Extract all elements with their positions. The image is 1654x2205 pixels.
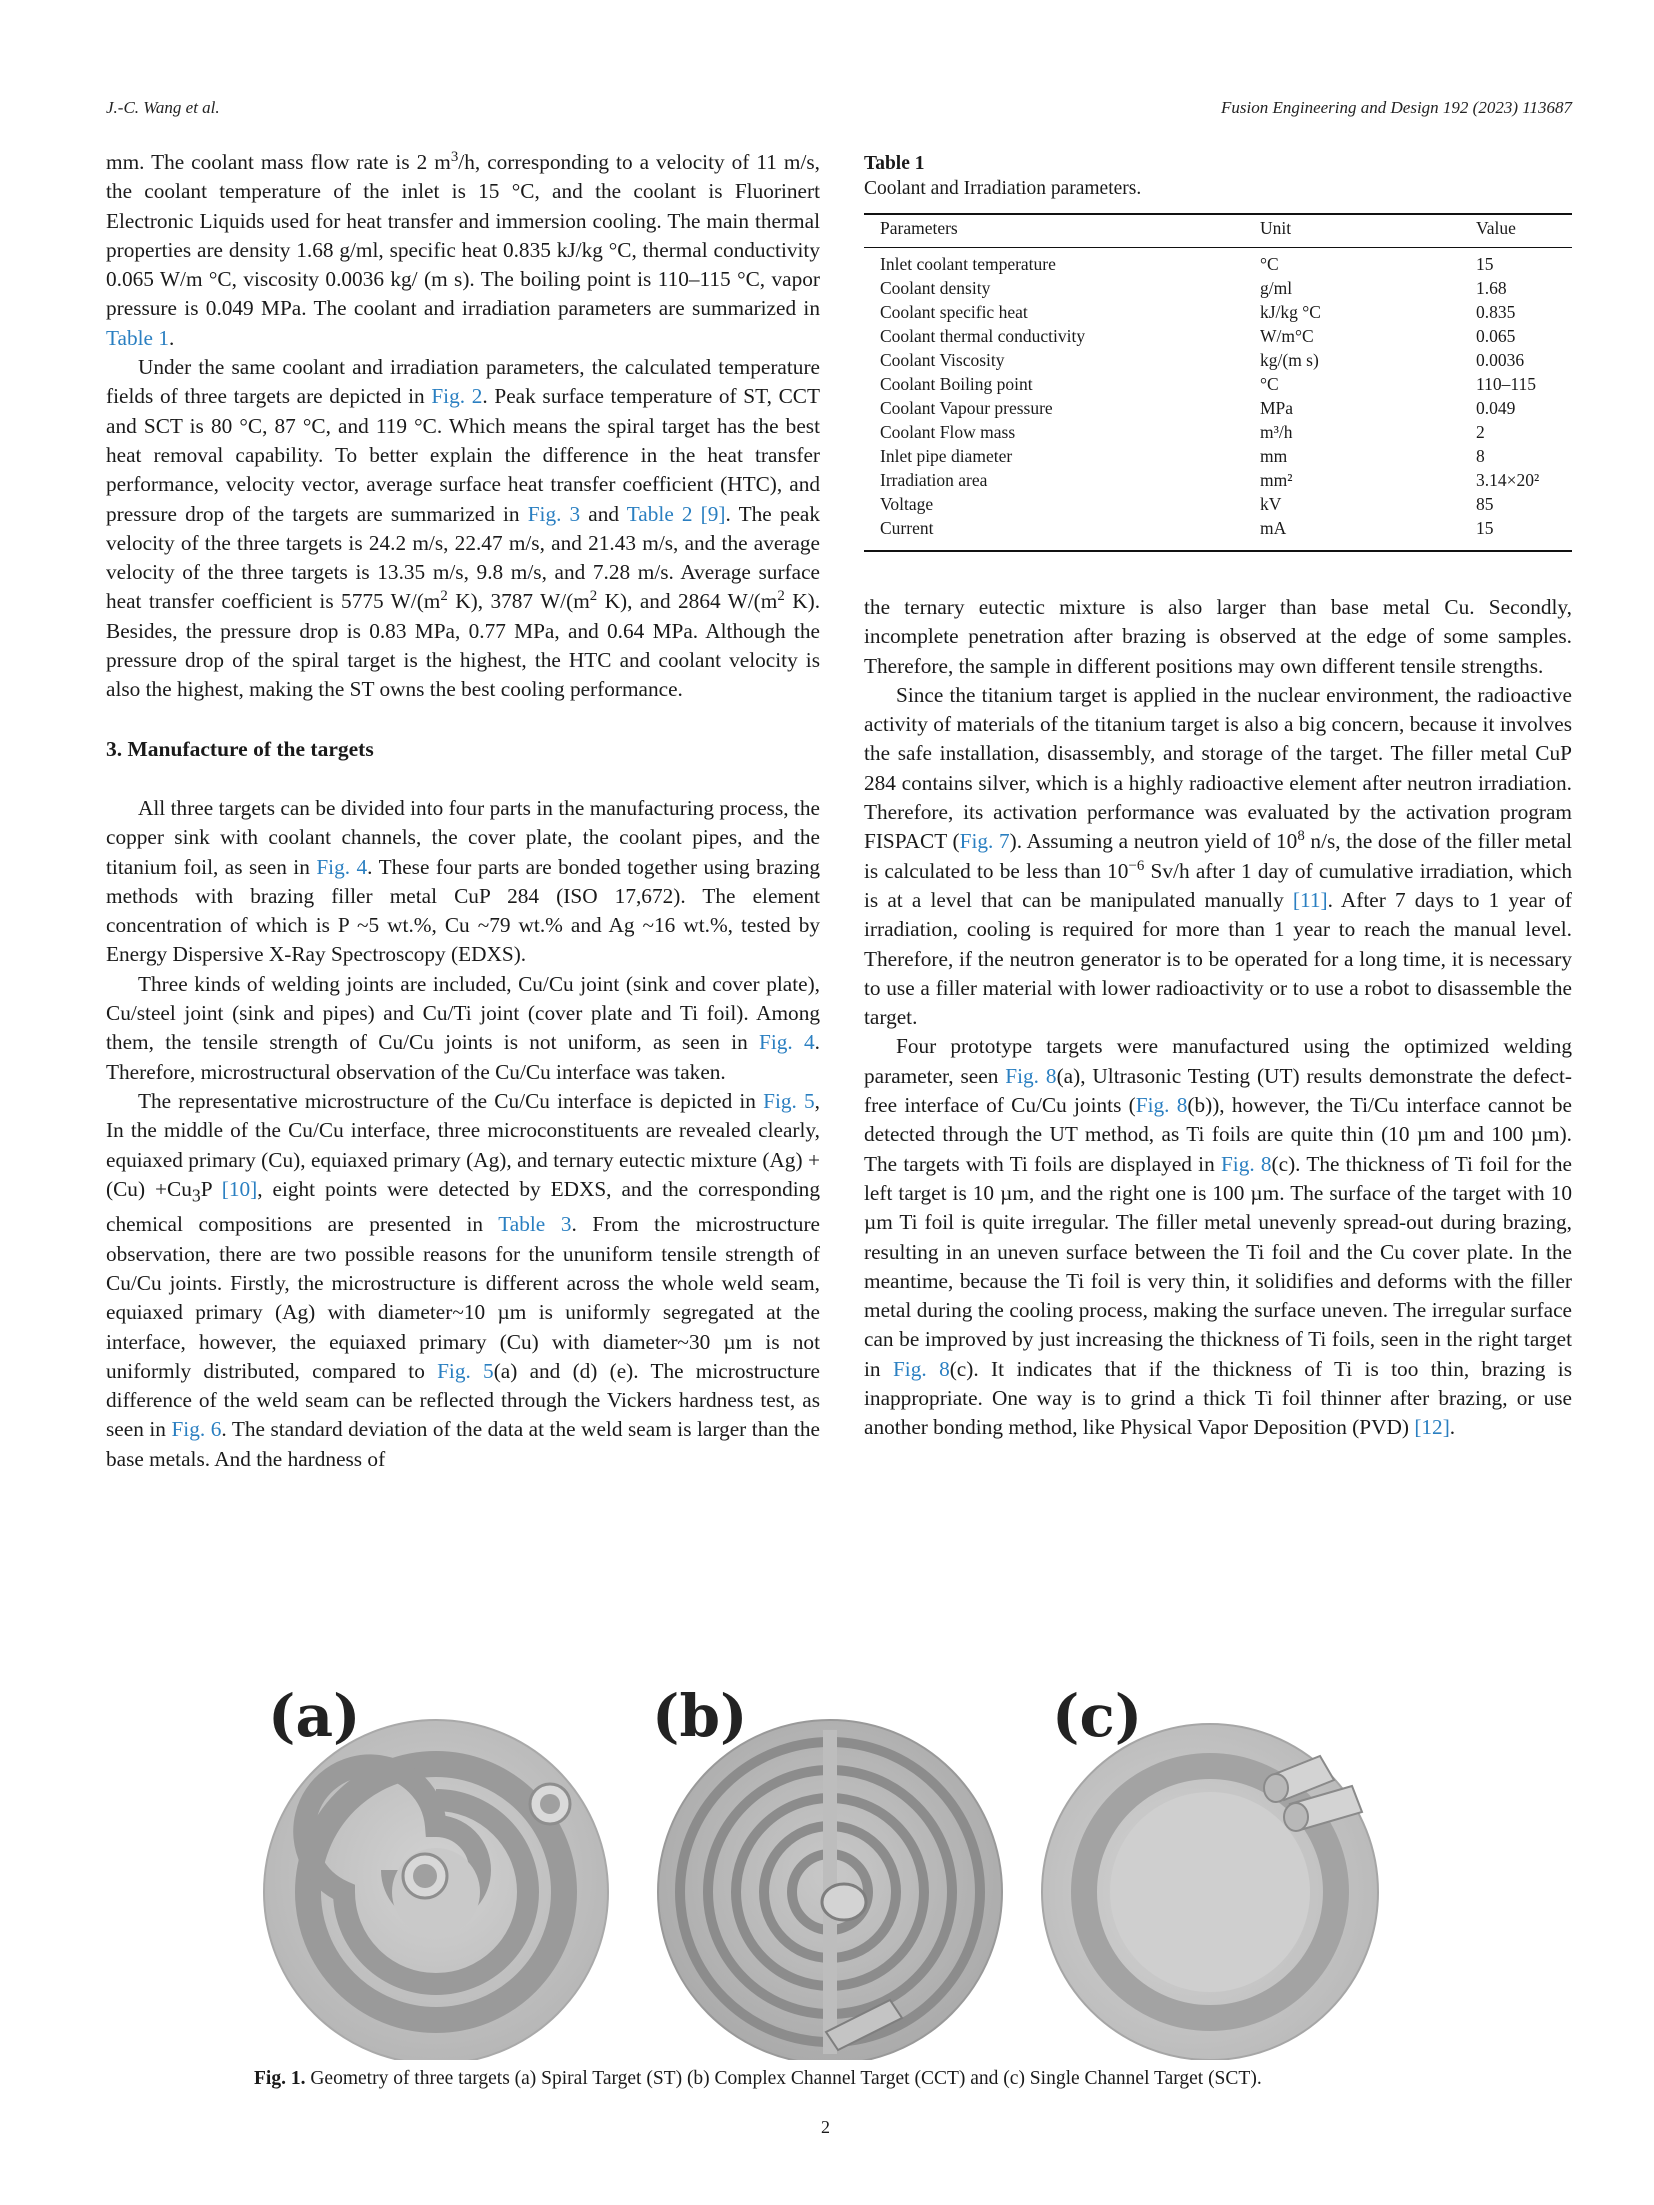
right-column xyxy=(864,593,1572,1443)
table-row xyxy=(880,518,1572,542)
table-row xyxy=(880,374,1572,398)
table-title: Table 1 xyxy=(864,153,925,174)
table-row xyxy=(880,446,1572,470)
table-cell: 15 xyxy=(1476,518,1494,538)
spiral-target-drawing xyxy=(264,1720,608,2060)
paragraph: Since the titanium target is applied in the nuclear environment, the radioactive activity of materials of the titanium target is also a big concern, because it involves the safe installation, disassembly, and storage of the target. The filler metal CuP 284 contains silver, which is a highly radioactive element after neutron irradiation. Therefore, its activation performance was evaluated by the activation program FISPACT (Fig. 7). Assuming a neutron yield of $10^8$ n/s, the dose of the filler metal is calculated to be less than $10^{-6}$ Sv/h after 1 day of cumulative irradiation, which is at a level that can be manipulated manually [11]. After 7 days to 1 year of irradiation, cooling is required for more than 1 year to reach the manual level. Therefore, if the neutron generator is to be operated for a long time, it is necessary to use a filler material with lower radioactivity or to use a robot to disassemble the target. xyxy=(864,682,1573,1030)
figure-link[interactable]: Fig. 5 xyxy=(763,1088,815,1113)
complex-channel-target-drawing xyxy=(658,1720,1002,2060)
reference-link[interactable]: [9] xyxy=(700,501,726,526)
table-cell: 8 xyxy=(1476,446,1485,466)
table-cell: mm xyxy=(1260,446,1288,466)
table-cell: 85 xyxy=(1476,494,1494,514)
table-cell: g/ml xyxy=(1260,278,1293,298)
table-row xyxy=(880,494,1572,518)
table-cell: 0.0036 xyxy=(1476,350,1525,370)
table-cell: °C xyxy=(1260,254,1279,274)
paragraph: The representative microstructure of the Cu/Cu interface is depicted in Fig. 5, In the middle of the Cu/Cu interface, three microconstituents are revealed clearly, equiaxed primary (Cu), equiaxed primary (Ag), and ternary eutectic mixture $(Ag) + (Cu) +Cu_3P$ [10], eight points were detected by EDXS, and the corresponding chemical compositions are presented in Table 3. From the microstructure observation, there are two possible reasons for the ununiform tensile strength of Cu/Cu joints. Firstly, the microstructure is different across the whole weld seam, equiaxed primary (Ag) with diameter~10 µm is uniformly segregated at the interface, however, the equiaxed primary (Cu) with diameter~30 µm is not uniformly distributed, compared to Fig. 5(a) and (d) (e). The microstructure difference of the weld seam can be reflected through the Vickers hardness test, as seen in Fig. 6. The standard deviation of the data at the weld seam is larger than the base metals. And the hardness of xyxy=(106,1088,820,1471)
table-cell: 15 xyxy=(1476,254,1494,274)
table-body xyxy=(880,254,1572,542)
running-header-journal: Fusion Engineering and Design 192 (2023) 113687 xyxy=(1221,98,1572,117)
table-cell: 110–115 xyxy=(1476,374,1536,394)
table-row xyxy=(880,254,1572,278)
paragraph: Three kinds of welding joints are included, Cu/Cu joint (sink and cover plate), Cu/steel joint (sink and pipes) and Cu/Ti joint (cover plate and Ti foil). Among them, the tensile strength of Cu/Cu joints is not uniform, as seen in Fig. 4. Therefore, microstructural observation of the Cu/Cu interface was taken. xyxy=(106,971,820,1084)
figure-link[interactable]: Fig. 4 xyxy=(759,1030,815,1055)
table-caption: Coolant and Irradiation parameters. xyxy=(864,178,1142,199)
figure-link[interactable]: Fig. 2 xyxy=(431,384,483,409)
running-header-authors: J.-C. Wang et al. xyxy=(106,98,220,117)
figure-caption: Fig. 1. Geometry of three targets (a) Spiral Target (ST) (b) Complex Channel Target (CCT) and (c) Single Channel Target (SCT). xyxy=(254,2068,1262,2089)
table-cell: Coolant Viscosity xyxy=(880,350,1005,370)
reference-link[interactable]: [11] xyxy=(1292,887,1328,912)
left-column xyxy=(106,148,820,1474)
table-cell: Current xyxy=(880,518,934,538)
table-bottom-rule xyxy=(864,550,1572,552)
table-cell: 0.835 xyxy=(1476,302,1516,322)
table-row xyxy=(880,350,1572,374)
figure-link[interactable]: Fig. 8 xyxy=(1005,1063,1057,1088)
table-cell: Coolant Boiling point xyxy=(880,374,1033,394)
table-cell: kg/(m s) xyxy=(1260,350,1319,370)
table-link[interactable]: Table 2 xyxy=(626,501,693,526)
table-cell: mm² xyxy=(1260,470,1293,490)
table-cell: mA xyxy=(1260,518,1287,538)
table-header-cell: Parameters xyxy=(880,218,958,238)
table-cell: 3.14×20² xyxy=(1476,470,1540,490)
table-cell: 1.68 xyxy=(1476,278,1507,298)
table-link[interactable]: Table 1 xyxy=(106,325,169,350)
page-number: 2 xyxy=(821,2117,830,2137)
table-row xyxy=(880,398,1572,422)
reference-link[interactable]: [12] xyxy=(1414,1415,1450,1440)
figure-panel-label-c: (c) xyxy=(1052,1682,1143,1750)
figure-link[interactable]: Fig. 3 xyxy=(527,501,581,526)
table-header-cell: Unit xyxy=(1260,218,1292,238)
paragraph: the ternary eutectic mixture is also larger than base metal Cu. Secondly, incomplete penetration after brazing is observed at the edge of some samples. Therefore, the sample in different positions may own different tensile strengths. xyxy=(864,595,1572,678)
table-cell: °C xyxy=(1260,374,1279,394)
table-row xyxy=(880,422,1572,446)
figure-link[interactable]: Fig. 7 xyxy=(959,829,1010,854)
figure-link[interactable]: Fig. 8 xyxy=(1220,1151,1272,1176)
figure-link[interactable]: Fig. 8 xyxy=(892,1356,950,1381)
figure-link[interactable]: Fig. 8 xyxy=(1135,1093,1188,1118)
table-cell: 0.065 xyxy=(1476,326,1516,346)
table-cell: Inlet pipe diameter xyxy=(880,446,1013,466)
paragraph: All three targets can be divided into four parts in the manufacturing process, the copper sink with coolant channels, the cover plate, the coolant pipes, and the titanium foil, as seen in Fig. 4. These four parts are bonded together using brazing methods with brazing filler metal CuP 284 (ISO 17,672). The element concentration of which is P ~5 wt.%, Cu ~79 wt.% and Ag ~16 wt.%, tested by Energy Dispersive X-Ray Spectroscopy (EDXS). xyxy=(106,795,820,967)
figure-link[interactable]: Fig. 6 xyxy=(171,1417,222,1442)
table-cell: Coolant Flow mass xyxy=(880,422,1016,442)
table-header-cell: Value xyxy=(1476,218,1516,238)
table-row xyxy=(880,302,1572,326)
table-header-row xyxy=(880,218,1572,242)
reference-link[interactable]: [10] xyxy=(221,1176,258,1201)
figure-panel-label-b: (b) xyxy=(652,1682,748,1750)
table-cell: kV xyxy=(1260,494,1282,514)
table-cell: Coolant thermal conductivity xyxy=(880,326,1086,346)
table-cell: Voltage xyxy=(880,494,934,514)
table-cell: Coolant Vapour pressure xyxy=(880,398,1053,418)
table-link[interactable]: Table 3 xyxy=(498,1212,572,1237)
table-cell: 2 xyxy=(1476,422,1485,442)
figure-link[interactable]: Fig. 5 xyxy=(437,1358,494,1383)
figure-panel-label-a: (a) xyxy=(268,1682,361,1750)
paragraph: Four prototype targets were manufactured using the optimized welding parameter, seen Fig. 8(a), Ultrasonic Testing (UT) results demonstrate the defect-free interface of Cu/Cu joints (Fig. 8(b)), however, the Ti/Cu interface cannot be detected through the UT method, as Ti foils are quite thin (10 µm and 100 µm). The targets with Ti foils are displayed in Fig. 8(c). The thickness of Ti foil for the left target is 10 µm, and the right one is 100 µm. The surface of the target with 10 µm Ti foil is quite irregular. The filler metal unevenly spread-out during brazing, resulting in an uneven surface between the Ti foil and the Cu cover plate. In the meantime, because the Ti foil is very thin, it solidifies and deforms with the filler metal during the cooling process, making the surface uneven. The irregular surface can be improved by just increasing the thickness of Ti foils, seen in the right target in Fig. 8(c). It indicates that if the thickness of Ti is too thin, brazing is inappropriate. One way is to grind a thick Ti foil thinner after brazing, or use another bonding method, like Physical Vapor Deposition (PVD) [12]. xyxy=(864,1034,1572,1440)
table-row xyxy=(880,278,1572,302)
table-row xyxy=(880,326,1572,350)
section-heading: 3. Manufacture of the targets xyxy=(106,736,374,761)
table-top-rule xyxy=(864,213,1572,215)
table-cell: Irradiation area xyxy=(880,470,988,490)
table-cell: Inlet coolant temperature xyxy=(880,254,1056,274)
table-cell: W/m°C xyxy=(1260,326,1314,346)
figure-link[interactable]: Fig. 4 xyxy=(316,854,368,879)
table-cell: kJ/kg °C xyxy=(1260,302,1321,322)
paragraph: mm. The coolant mass flow rate is 2 $m^3/h$, corresponding to a velocity of 11 m/s, the coolant temperature of the inlet is 15 °C, and the coolant is Fluorinert Electronic Liquids used for heat transfer and immersion cooling. The main thermal properties are density 1.68 g/ml, specific heat 0.835 kJ/kg °C, thermal conductivity 0.065 W/m °C, viscosity 0.0036 kg/ (m s). The boiling point is 110–115 °C, vapor pressure is 0.049 MPa. The coolant and irradiation parameters are summarized in Table 1. xyxy=(106,148,820,350)
single-channel-target-drawing xyxy=(1042,1724,1378,2060)
table-cell: m³/h xyxy=(1260,422,1293,442)
table-cell: Coolant density xyxy=(880,278,991,298)
table-cell: Coolant specific heat xyxy=(880,302,1028,322)
table-cell: 0.049 xyxy=(1476,398,1516,418)
table-header-rule xyxy=(864,247,1572,248)
table-row xyxy=(880,470,1572,494)
table-cell: MPa xyxy=(1260,398,1294,418)
figure-1-image xyxy=(240,1700,1420,2060)
paragraph: Under the same coolant and irradiation parameters, the calculated temperature fields of three targets are depicted in Fig. 2. Peak surface temperature of ST, CCT and SCT is 80 °C, 87 °C, and 119 °C. Which means the spiral target has the best heat removal capability. To better explain the difference in the heat transfer performance, velocity vector, average surface heat transfer coefficient (HTC), and pressure drop of the targets are summarized in Fig. 3 and Table 2 [9]. The peak velocity of the three targets is 24.2 m/s, 22.47 m/s, and 21.43 m/s, and the average velocity of the three targets is 13.35 m/s, 9.8 m/s, and 7.28 m/s. Average surface heat transfer coefficient is 5775 $W/(m^2$ K), 3787 $W/(m^2$ K), and 2864 $W/(m^2$ K). Besides, the pressure drop is 0.83 MPa, 0.77 MPa, and 0.64 MPa. Although the pressure drop of the spiral target is the highest, the HTC and coolant velocity is also the highest, making the ST owns the best cooling performance. xyxy=(106,355,821,702)
